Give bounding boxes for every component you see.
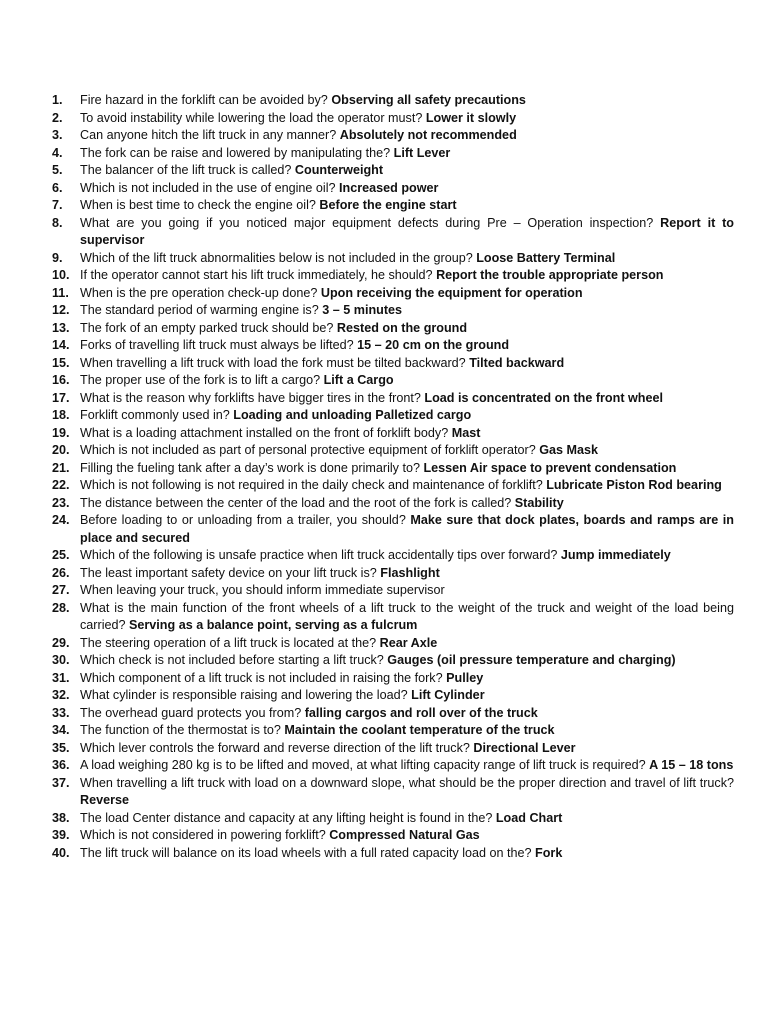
question-text: What are you going if you noticed major equipment defects during Pre – Operation inspection? [80,215,661,230]
question-text: Filling the fueling tank after a day’s work is done primarily to? [80,460,424,475]
question-text: When leaving your truck, you should inform immediate supervisor [80,583,445,597]
question-body [80,372,734,390]
question-body [80,180,734,198]
question-number: 11. [52,285,69,300]
question-number: 10. [52,268,70,282]
question-item [52,582,734,600]
question-text: If the operator cannot start his lift truck immediately, he should? [80,268,437,282]
answer-text: Rested on the ground [336,320,468,335]
question-body [80,775,734,810]
question-body [80,197,734,215]
question-item [52,827,734,845]
question-body [80,582,734,600]
question-text: The fork of an empty parked truck should be? [80,320,337,335]
question-number: 27. [52,583,70,597]
question-item [52,740,734,758]
question-body [80,565,734,583]
question-body [80,92,734,110]
question-body [80,337,734,355]
question-item [52,705,734,723]
answer-text: Fork [535,845,563,860]
question-text: When is best time to check the engine oil? [80,198,320,212]
answer-text: Lift Lever [393,145,451,160]
answer-text: falling cargos and roll over of the truck [304,705,538,720]
question-number: 12. [52,303,70,317]
question-text: The standard period of warming engine is? [80,303,323,317]
question-text: What cylinder is responsible raising and lowering the load? [80,688,412,702]
question-text: Which is not included in the use of engine oil? [80,180,340,195]
answer-text: Report the trouble appropriate person [436,268,664,282]
question-text: Which component of a lift truck is not included in raising the fork? [80,670,447,685]
question-body [80,390,734,408]
question-item [52,810,734,828]
question-item [52,110,734,128]
question-text: Which of the lift truck abnormalities below is not included in the group? [80,250,477,265]
question-body [80,512,734,547]
question-body [80,477,734,495]
question-number: 9. [52,250,63,265]
question-number: 2. [52,110,63,125]
question-number: 17. [52,390,70,405]
question-text: Forks of travelling lift truck must always be lifted? [80,338,358,352]
question-number: 25. [52,548,70,562]
question-number: 15. [52,355,70,370]
question-body [80,705,734,723]
question-body [80,652,734,670]
answer-text: Jump immediately [560,548,671,562]
question-body [80,162,734,180]
question-item [52,145,734,163]
question-text: Which lever controls the forward and reverse direction of the lift truck? [80,740,474,755]
question-text: The proper use of the fork is to lift a cargo? [80,373,324,387]
question-number: 18. [52,408,70,422]
question-text: Before loading to or unloading from a trailer, you should? [80,513,411,527]
question-body [80,267,734,285]
question-text: The overhead guard protects you from? [80,705,305,720]
question-number: 1. [52,93,63,107]
question-text: Fire hazard in the forklift can be avoided by? [80,93,332,107]
question-item [52,337,734,355]
answer-text: Upon receiving the equipment for operation [320,285,583,300]
answer-text: Loading and unloading Palletized cargo [233,408,472,422]
answer-text: Absolutely not recommended [339,128,517,142]
question-item [52,127,734,145]
answer-text: Load is concentrated on the front wheel [424,390,664,405]
answer-text: Compressed Natural Gas [329,828,480,842]
question-item [52,460,734,478]
answer-text: Lubricate Piston Rod bearing [546,478,722,492]
question-text: When travelling a lift truck with load the fork must be tilted backward? [80,355,470,370]
answer-text: A 15 – 18 tons [649,758,734,772]
question-item [52,425,734,443]
question-text: Which is not following is not required in the daily check and maintenance of forklift? [80,478,547,492]
question-number: 33. [52,705,70,720]
question-item [52,162,734,180]
answer-text: Counterweight [294,163,384,177]
question-number: 20. [52,443,70,457]
question-body [80,687,734,705]
question-item [52,285,734,303]
question-item [52,635,734,653]
question-text: A load weighing 280 kg is to be lifted and moved, at what lifting capacity range of lift truck is required? [80,758,650,772]
question-item [52,407,734,425]
question-item [52,372,734,390]
question-item [52,320,734,338]
question-text: The distance between the center of the load and the root of the fork is called? [80,495,515,510]
question-number: 29. [52,635,70,650]
answer-text: Observing all safety precautions [331,93,526,107]
question-number: 28. [52,600,70,615]
answer-text: Pulley [446,670,484,685]
answer-text: Gauges (oil pressure temperature and charging) [387,653,676,667]
question-body [80,670,734,688]
question-text: The lift truck will balance on its load wheels with a full rated capacity load on the? [80,845,536,860]
question-item [52,197,734,215]
question-text: The load Center distance and capacity at any lifting height is found in the? [80,810,496,825]
answer-text: Lessen Air space to prevent condensation [423,460,677,475]
question-item [52,180,734,198]
question-text: Which of the following is unsafe practice when lift truck accidentally tips over forward? [80,548,561,562]
question-number: 4. [52,145,63,160]
question-number: 3. [52,128,63,142]
question-text: Which check is not included before starting a lift truck? [80,653,388,667]
question-number: 14. [52,338,70,352]
answer-text: Lower it slowly [425,110,517,125]
question-body [80,635,734,653]
question-item [52,670,734,688]
question-number: 24. [52,513,70,527]
question-number: 34. [52,723,70,737]
question-item [52,355,734,373]
question-item [52,757,734,775]
question-number: 8. [52,215,63,230]
question-item [52,215,734,250]
question-item [52,390,734,408]
question-body [80,110,734,128]
answer-text: Gas Mask [539,443,599,457]
answer-text: Report it to supervisor [80,215,734,247]
question-body [80,215,734,250]
answer-text: Tilted backward [469,355,565,370]
question-body [80,302,734,320]
question-item [52,302,734,320]
question-text: The least important safety device on your lift truck is? [80,565,381,580]
question-number: 26. [52,565,70,580]
question-number: 6. [52,180,63,195]
question-text: Forklift commonly used in? [80,408,234,422]
question-body [80,407,734,425]
question-text: To avoid instability while lowering the load the operator must? [80,110,426,125]
answer-text: Mast [451,425,481,440]
question-body [80,442,734,460]
question-body [80,547,734,565]
answer-text: Lift a Cargo [323,373,394,387]
question-number: 35. [52,740,70,755]
answer-text: Make sure that dock plates, boards and ramps are in place and secured [80,513,734,545]
question-body [80,250,734,268]
question-number: 16. [52,373,70,387]
question-body [80,757,734,775]
answer-text: 3 – 5 minutes [322,303,403,317]
question-body [80,320,734,338]
answer-text: Loose Battery Terminal [476,250,616,265]
question-number: 7. [52,198,63,212]
question-item [52,495,734,513]
question-body [80,145,734,163]
question-text: The balancer of the lift truck is called? [80,163,295,177]
answer-text: Directional Lever [473,740,576,755]
question-item [52,512,734,547]
question-body [80,810,734,828]
answer-text: Stability [514,495,564,510]
question-body [80,600,734,635]
question-number: 21. [52,460,70,475]
answer-text: Lift Cylinder [411,688,485,702]
question-number: 40. [52,845,70,860]
question-item [52,92,734,110]
question-text: The steering operation of a lift truck is located at the? [80,635,380,650]
question-number: 30. [52,653,70,667]
question-text: Which is not considered in powering forklift? [80,828,330,842]
question-body [80,722,734,740]
question-item [52,442,734,460]
question-item [52,652,734,670]
answer-text: Flashlight [380,565,440,580]
question-number: 19. [52,425,70,440]
question-number: 36. [52,758,70,772]
question-text: What is a loading attachment installed on the front of forklift body? [80,425,452,440]
question-body [80,425,734,443]
question-number: 22. [52,478,70,492]
question-item [52,722,734,740]
question-text: What is the reason why forklifts have bigger tires in the front? [80,390,425,405]
question-number: 39. [52,828,70,842]
answer-text: Rear Axle [379,635,438,650]
question-text: The fork can be raise and lowered by manipulating the? [80,145,394,160]
question-item [52,775,734,810]
question-item [52,687,734,705]
question-number: 5. [52,163,63,177]
question-text: The function of the thermostat is to? [80,723,285,737]
question-text: When travelling a lift truck with load on a downward slope, what should be the proper direction and travel of lift truck? [80,775,734,790]
question-item [52,477,734,495]
question-text: Which is not included as part of personal protective equipment of forklift operator? [80,443,540,457]
question-body [80,285,734,303]
question-number: 37. [52,775,70,790]
question-body [80,495,734,513]
question-body [80,740,734,758]
question-item [52,845,734,863]
answer-text: Before the engine start [319,198,457,212]
question-number: 13. [52,320,70,335]
question-body [80,355,734,373]
question-text: When is the pre operation check-up done? [80,285,321,300]
question-list [52,92,734,862]
question-item [52,547,734,565]
question-body [80,460,734,478]
question-body [80,127,734,145]
question-item [52,565,734,583]
question-number: 38. [52,810,70,825]
question-text: What is the main function of the front wheels of a lift truck to the weight of the truck and weight of the load being carried? [80,600,734,632]
question-text: Can anyone hitch the lift truck in any manner? [80,128,340,142]
answer-text: Load Chart [495,810,563,825]
question-number: 31. [52,670,70,685]
answer-text: Increased power [339,180,439,195]
question-item [52,600,734,635]
question-number: 32. [52,688,70,702]
question-item [52,267,734,285]
answer-text: Maintain the coolant temperature of the truck [284,723,555,737]
question-number: 23. [52,495,70,510]
question-body [80,845,734,863]
answer-text: Serving as a balance point, serving as a fulcrum [129,618,418,632]
answer-text: Reverse [80,793,130,807]
question-item [52,250,734,268]
answer-text: 15 – 20 cm on the ground [357,338,510,352]
question-body [80,827,734,845]
